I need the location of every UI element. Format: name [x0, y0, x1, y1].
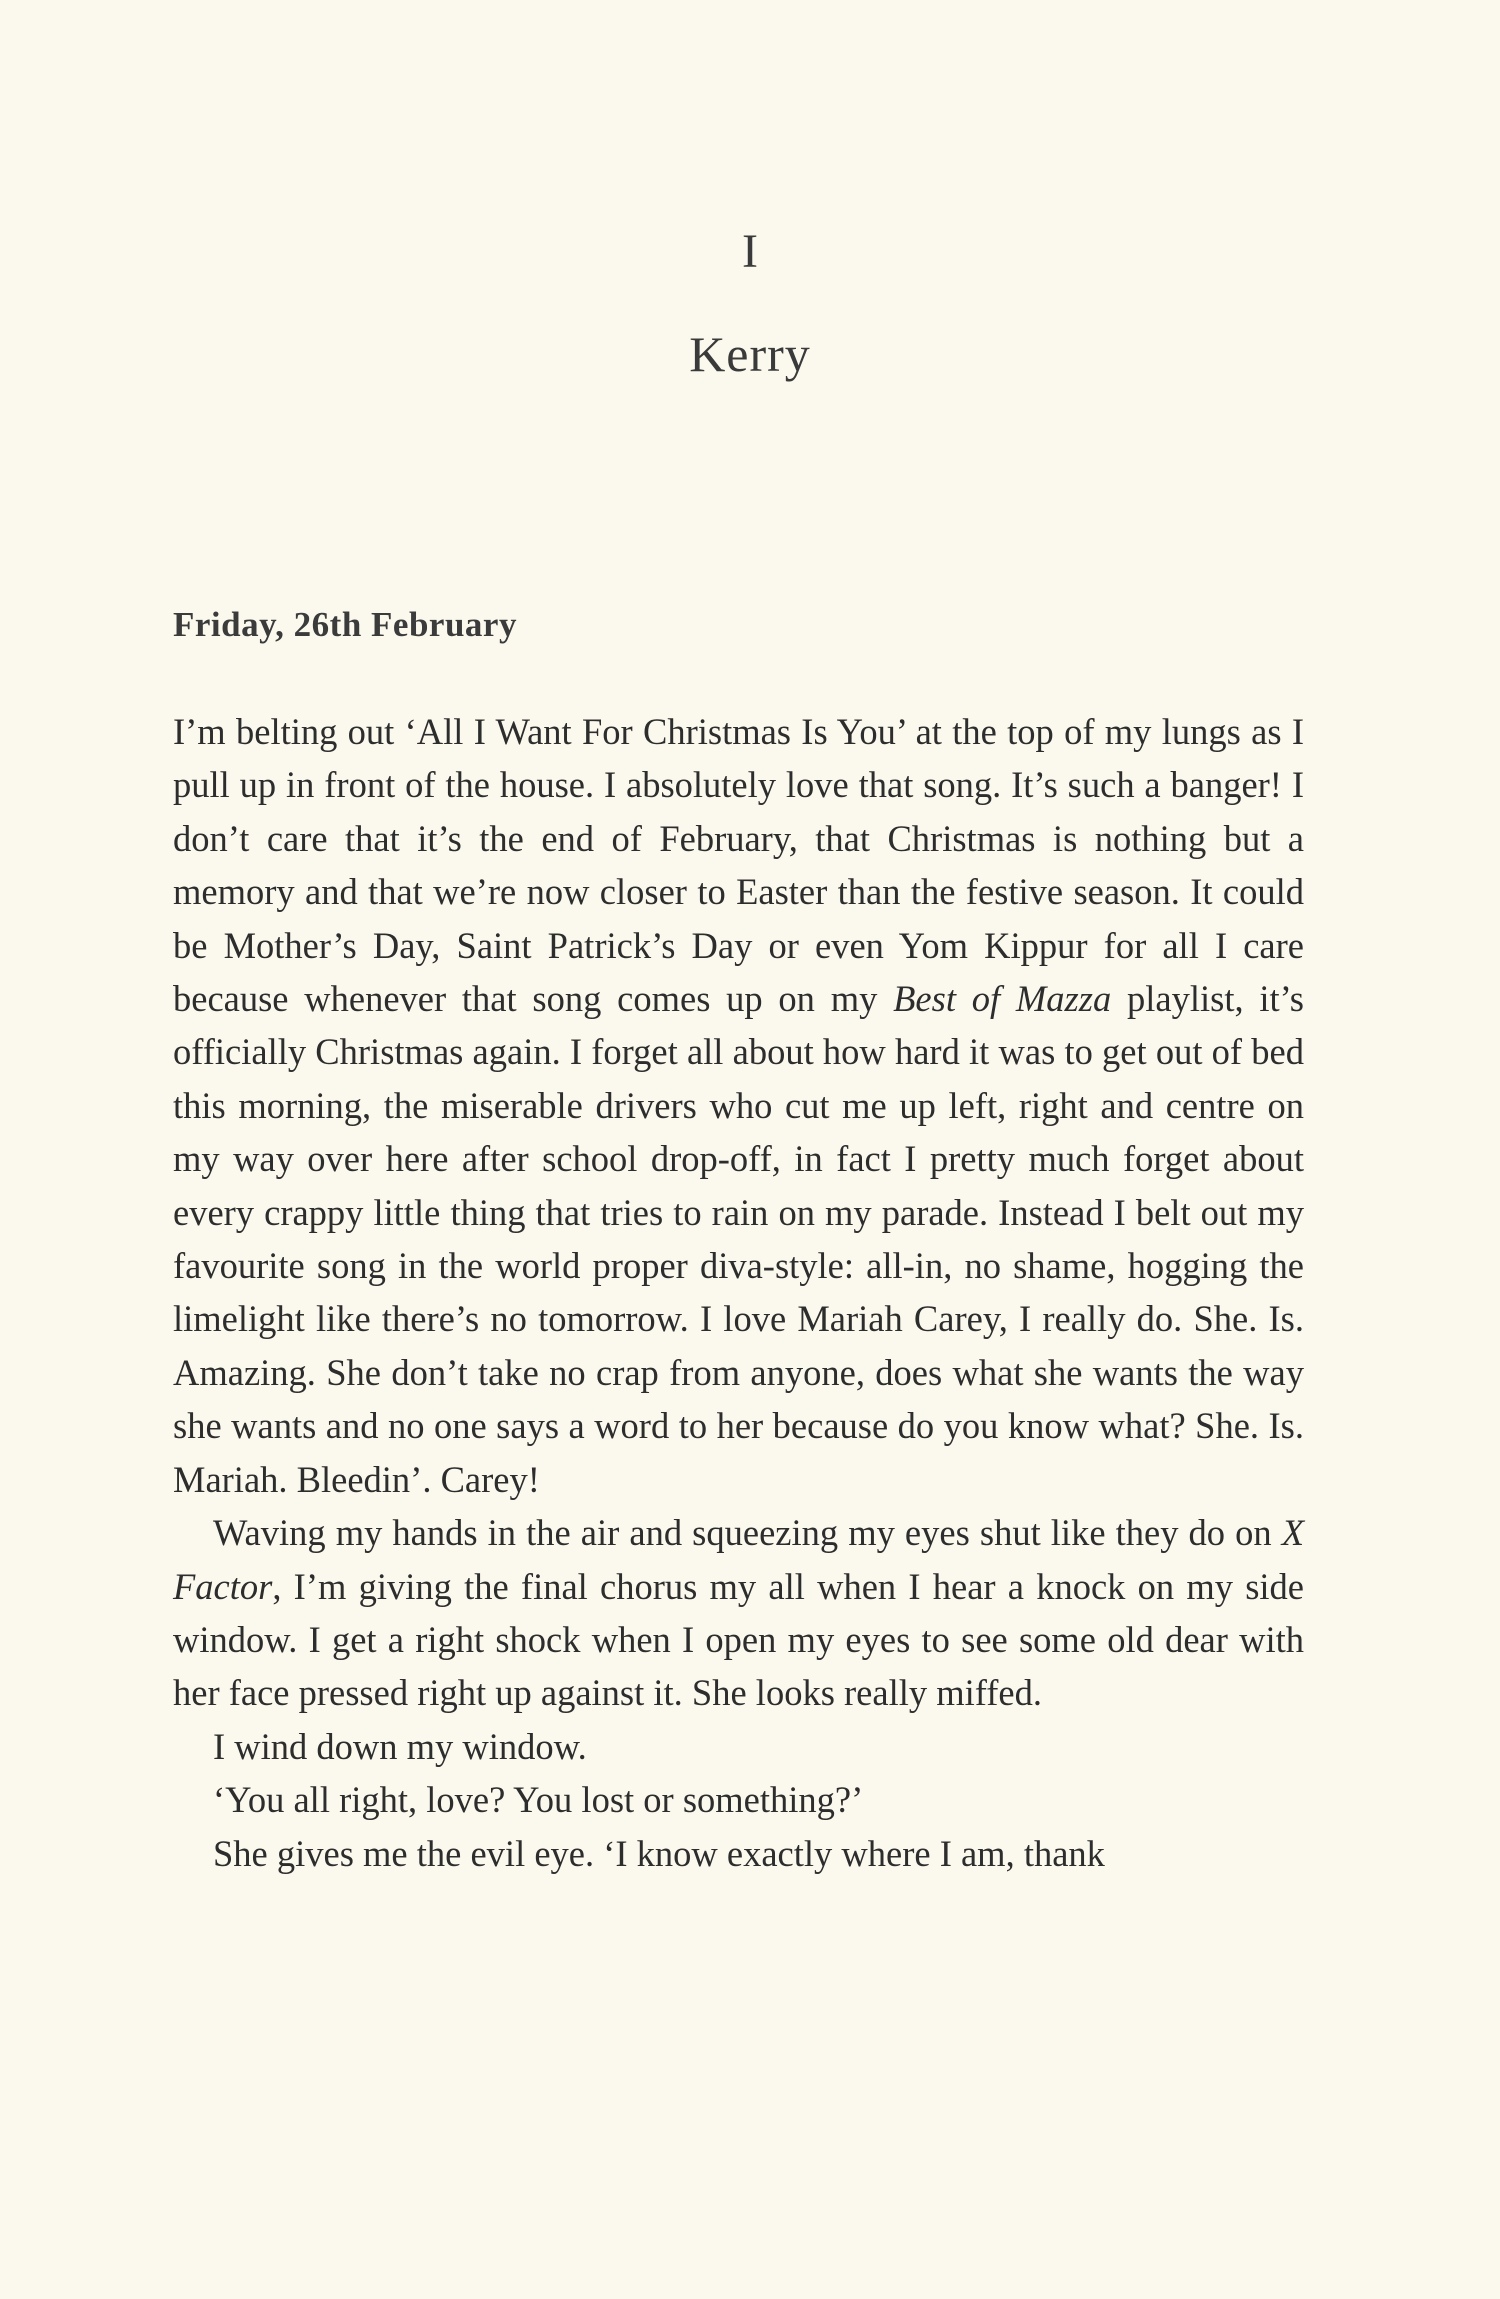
paragraph-4: ‘You all right, love? You lost or something?’: [213, 1779, 864, 1821]
paragraph-5: She gives me the evil eye. ‘I know exactly where I am, thank: [213, 1832, 1105, 1874]
chapter-title: Kerry: [689, 326, 811, 382]
paragraph-1: [173, 705, 1304, 1506]
paragraph-2-text-a: Waving my hands in the air and squeezing my eyes shut like they do on: [213, 1512, 1282, 1554]
paragraph-2: [173, 1506, 1304, 1720]
playlist-title: Best of Mazza: [893, 978, 1112, 1020]
chapter-number: I: [742, 225, 758, 278]
body-text: [173, 705, 1304, 1880]
paragraph-1-text-b: playlist, it’s officially Christmas again. I forget all about how hard it was to get out of bed this morning, the miserable drivers who cut me up left, right and centre on my way over here after school drop-off, in fact I pretty much forget about every crappy little thing that tries to rain on my parade. Instead I belt out my favourite song in the world proper diva-style: all-in, no shame, hogging the limelight like there’s no tomorrow. I love Mariah Carey, I really do. She. Is. Amazing. She don’t take no crap from anyone, does what she wants the way she wants and no one says a word to her because do you know what? She. Is. Mariah. Bleedin’. Carey!: [173, 978, 1304, 1500]
paragraph-2-text-b: , I’m giving the final chorus my all when I hear a knock on my side window. I get a right shock when I open my eyes to see some old dear with her face pressed right up against it. She looks really miffed.: [173, 1565, 1304, 1714]
paragraph-1-text-a: I’m belting out ‘All I Want For Christmas Is You’ at the top of my lungs as I pull up in front of the house. I absolutely love that song. It’s such a banger! I don’t care that it’s the end of February, that Christmas is nothing but a memory and that we’re now closer to Easter than the festive season. It could be Mother’s Day, Saint Patrick’s Day or even Yom Kippur for all I care because whenever that song comes up on my: [173, 711, 1304, 1020]
paragraph-3: I wind down my window.: [213, 1725, 587, 1767]
date-heading: Friday, 26th February: [173, 605, 517, 644]
show-title: X Factor: [173, 1512, 1304, 1607]
